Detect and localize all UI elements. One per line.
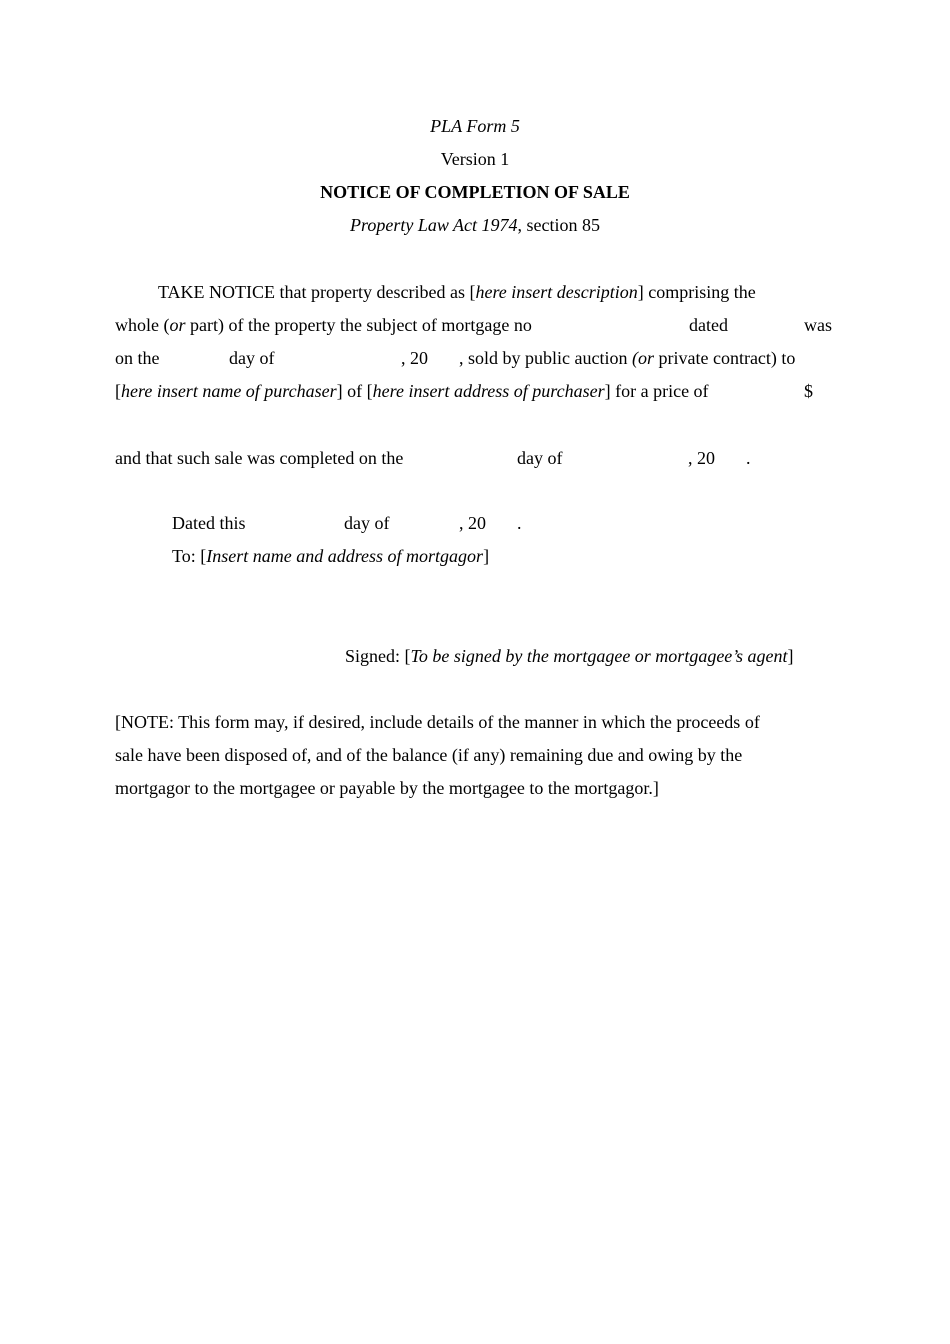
act-section: , section 85 bbox=[517, 215, 600, 235]
period: . bbox=[746, 448, 751, 468]
act-reference bbox=[0, 214, 950, 236]
was-label: was bbox=[804, 315, 832, 335]
dated-this-label: Dated this bbox=[172, 513, 246, 533]
body-text: , sold by public auction bbox=[459, 348, 632, 368]
note-line-3: mortgagor to the mortgagee or payable by the mortgagee to the mortgagor.] bbox=[115, 778, 659, 798]
body-text: ] bbox=[787, 646, 794, 666]
body-text: ] comprising the bbox=[637, 282, 756, 302]
note-line-2: sale have been disposed of, and of the balance (if any) remaining due and owing by the bbox=[115, 745, 743, 765]
body-text: private contract) to bbox=[653, 348, 796, 368]
on-the-label: on the bbox=[115, 348, 160, 368]
note-line-1: [NOTE: This form may, if desired, include details of the manner in which the proceeds of bbox=[115, 712, 760, 732]
day-of-label: day of bbox=[517, 448, 563, 468]
body-text-or: (or bbox=[631, 348, 654, 368]
dated-label: dated bbox=[689, 315, 728, 335]
placeholder-description: here insert description bbox=[475, 282, 638, 302]
placeholder-signature: To be signed by the mortgagee or mortgagee’s agent bbox=[410, 646, 788, 666]
body-text: Signed: [ bbox=[345, 646, 411, 666]
signed-line bbox=[345, 645, 793, 667]
body-line-1 bbox=[158, 281, 756, 303]
body-text-or: or bbox=[169, 315, 186, 335]
body-text: ] bbox=[483, 546, 490, 566]
document-title: NOTICE OF COMPLETION OF SALE bbox=[320, 182, 630, 202]
body-text: [ bbox=[115, 381, 121, 401]
body-text: ] of [ bbox=[336, 381, 373, 401]
day-of-label: day of bbox=[344, 513, 390, 533]
year-prefix: , 20 bbox=[401, 348, 428, 368]
placeholder-mortgagor: Insert name and address of mortgagor bbox=[206, 546, 484, 566]
act-name: Property Law Act 1974 bbox=[350, 215, 518, 235]
body-text: TAKE NOTICE that property described as [ bbox=[158, 282, 476, 302]
year-prefix: , 20 bbox=[459, 513, 486, 533]
body-text: part) of the property the subject of mortgage no bbox=[185, 315, 532, 335]
body-line-2 bbox=[115, 314, 532, 336]
day-of-label: day of bbox=[229, 348, 275, 368]
dollar-sign: $ bbox=[804, 381, 813, 401]
placeholder-purchaser-address: here insert address of purchaser bbox=[372, 381, 605, 401]
year-prefix: , 20 bbox=[688, 448, 715, 468]
body-text: To: [ bbox=[172, 546, 207, 566]
placeholder-purchaser-name: here insert name of purchaser bbox=[121, 381, 337, 401]
purchaser-line bbox=[115, 380, 709, 402]
body-text: ] for a price of bbox=[604, 381, 709, 401]
to-line bbox=[172, 545, 489, 567]
body-text: whole ( bbox=[115, 315, 170, 335]
sale-method bbox=[459, 347, 795, 369]
form-number: PLA Form 5 bbox=[430, 116, 520, 136]
period: . bbox=[517, 513, 522, 533]
version-label: Version 1 bbox=[440, 149, 510, 169]
completed-label: and that such sale was completed on the bbox=[115, 448, 404, 468]
